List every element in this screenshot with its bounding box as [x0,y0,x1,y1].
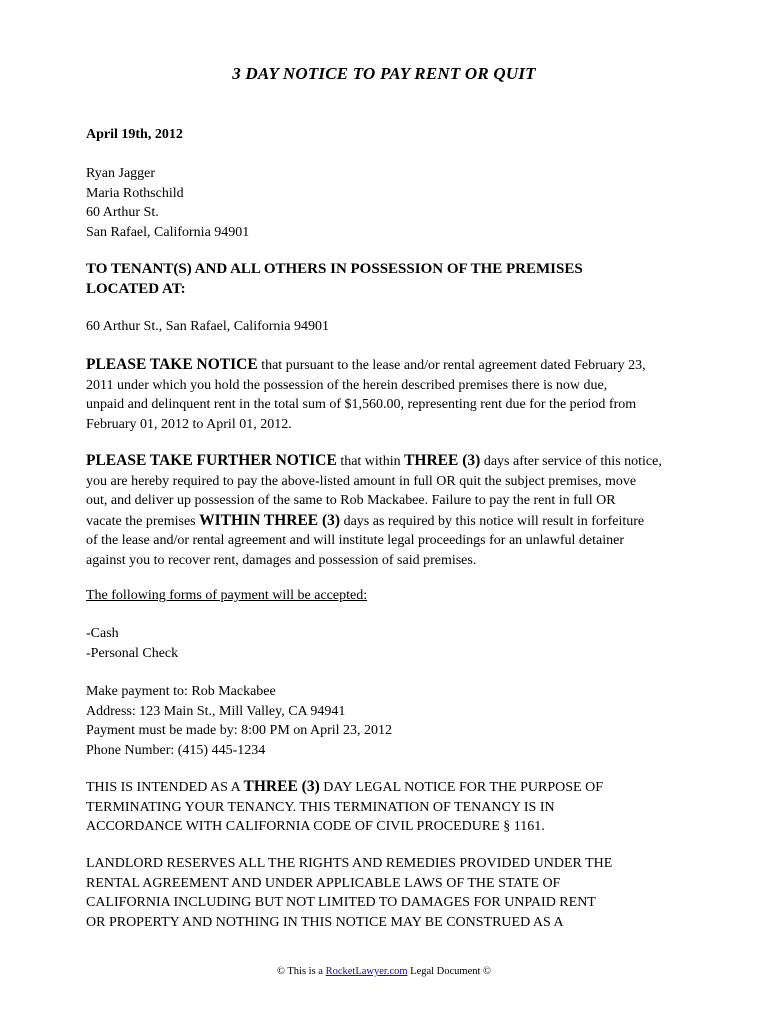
legal-paragraph-1 [86,777,686,837]
legal2-line-3: CALIFORNIA INCLUDING BUT NOT LIMITED TO DAMAGES FOR UNPAID RENT [86,895,596,910]
legal1-line-1-end: DAY LEGAL NOTICE FOR THE PURPOSE OF [319,780,604,795]
premises-heading-line-1: TO TENANT(S) AND ALL OTHERS IN POSSESSION OF THE PREMISES [86,261,583,277]
payment-payee: Make payment to: Rob Mackabee [86,684,276,699]
notice-paragraph-2 [86,451,686,570]
premises-heading-line-2: LOCATED AT: [86,280,186,297]
notice1-lead: PLEASE TAKE NOTICE [86,356,258,373]
premises-heading [86,260,686,299]
notice1-line-2: 2011 under which you hold the possession of the herein described premises there is now due, [86,377,608,393]
notice2-line-5: of the lease and/or rental agreement and will institute legal proceedings for an unlawful detainer [86,533,625,548]
footer-prefix: © This is a [276,966,326,977]
tenant-name-2: Maria Rothschild [86,185,184,201]
payment-form-item: -Personal Check [86,645,179,661]
notice1-line-1 [86,355,686,376]
payment-phone: Phone Number: (415) 445-1234 [86,742,266,758]
payment-forms-list [86,624,686,663]
notice2-line-2: you are hereby required to pay the above-listed amount in full OR quit the subject premises, move [86,473,637,489]
payment-forms-heading-text: The following forms of payment will be accepted: [86,588,368,603]
notice2-lead: PLEASE TAKE FURTHER NOTICE [86,452,337,469]
document-footer [0,966,768,977]
notice1-line-4: February 01, 2012 to April 01, 2012. [86,416,292,432]
payment-forms-heading [86,586,686,606]
payment-deadline: Payment must be made by: 8:00 PM on April 23, 2012 [86,723,393,738]
payment-form-item: -Cash [86,626,119,641]
notice2-line-4-end: days as required by this notice will result in forfeiture [340,513,645,529]
notice1-line-1-rest: that pursuant to the lease and/or rental agreement dated February 23, [257,358,646,373]
notice2-line-3: out, and deliver up possession of the same to Rob Mackabee. Failure to pay the rent in full OR [86,493,616,508]
notice2-line-1-end: days after service of this notice, [480,454,662,469]
notice2-line-4-start: vacate the premises [86,513,200,529]
legal1-line-1-start: THIS IS INTENDED AS A [86,780,244,795]
notice2-line-1 [86,451,686,472]
legal1-line-3: ACCORDANCE WITH CALIFORNIA CODE OF CIVIL PROCEDURE § 1161. [86,819,545,834]
notice2-within-three: WITHIN THREE (3) [199,511,341,529]
legal2-line-2: RENTAL AGREEMENT AND UNDER APPLICABLE LAWS OF THE STATE OF [86,875,561,891]
rocketlawyer-link[interactable]: RocketLawyer.com [325,966,408,977]
notice1-line-3: unpaid and delinquent rent in the total sum of $1,560.00, representing rent due for the period from [86,397,637,412]
payment-info-block [86,682,686,760]
notice-paragraph-1 [86,355,686,434]
footer-suffix: Legal Document © [407,966,492,977]
tenant-address-block [86,164,686,242]
legal2-line-1: LANDLORD RESERVES ALL THE RIGHTS AND REMEDIES PROVIDED UNDER THE [86,856,613,871]
tenant-city: San Rafael, California 94901 [86,224,250,240]
legal2-line-4: OR PROPERTY AND NOTHING IN THIS NOTICE MAY BE CONSTRUED AS A [86,914,564,930]
legal1-line-1 [86,777,686,798]
notice2-line-6: against you to recover rent, damages and possession of said premises. [86,552,477,568]
premises-address-text: 60 Arthur St., San Rafael, California 94901 [86,319,330,334]
premises-address [86,317,686,337]
notice2-line-1-mid: that within [336,454,405,469]
legal-paragraph-2 [86,854,686,932]
legal1-three: THREE (3) [243,778,320,795]
legal1-line-2: TERMINATING YOUR TENANCY. THIS TERMINATION OF TENANCY IS IN [86,799,555,815]
notice2-line-4 [86,511,686,532]
notice2-three: THREE (3) [404,452,481,469]
notice-date: April 19th, 2012 [86,127,183,142]
tenant-street: 60 Arthur St. [86,205,159,220]
tenant-name-1: Ryan Jagger [86,166,156,181]
document-title: 3 DAY NOTICE TO PAY RENT OR QUIT [232,64,536,83]
payment-address: Address: 123 Main St., Mill Valley, CA 94941 [86,703,346,719]
